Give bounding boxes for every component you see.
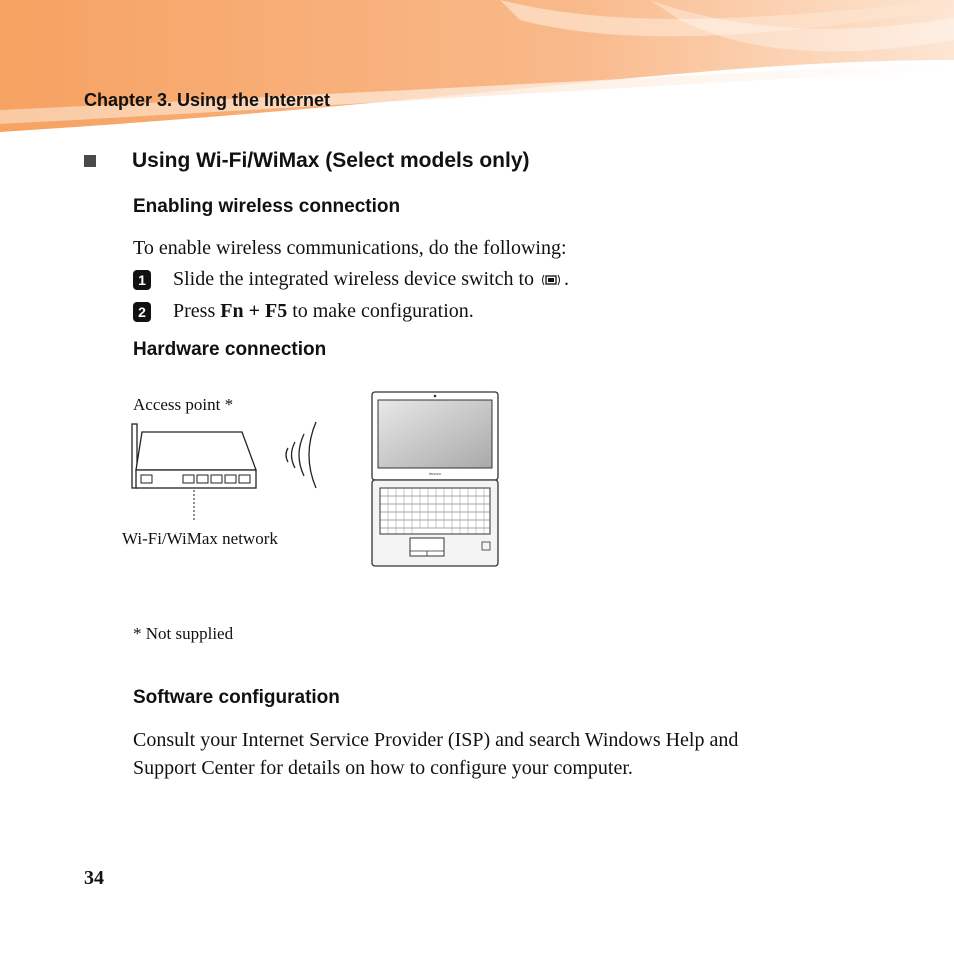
- hardware-heading: Hardware connection: [133, 339, 327, 360]
- page-number: 34: [84, 867, 104, 889]
- software-heading: Software configuration: [133, 687, 340, 708]
- network-label: Wi-Fi/WiMax network: [122, 529, 278, 548]
- chapter-title: Chapter 3. Using the Internet: [84, 90, 331, 110]
- software-line-2: Support Center for details on how to configure your computer.: [133, 757, 633, 779]
- step-1-text: Slide the integrated wireless device switch to: [173, 268, 535, 290]
- footnote: * Not supplied: [133, 624, 234, 643]
- step-1-end: .: [564, 268, 570, 290]
- wireless-waves-icon: [282, 418, 334, 492]
- step-1-number: 1: [133, 270, 151, 290]
- section-title: [84, 149, 530, 173]
- laptop-illustration: [370, 390, 500, 568]
- router-illustration: [128, 420, 263, 520]
- enabling-heading: Enabling wireless connection: [133, 196, 401, 217]
- section-title-text: Using Wi-Fi/WiMax (Select models only): [132, 149, 530, 172]
- software-line-1: Consult your Internet Service Provider (ISP) and search Windows Help and: [133, 729, 739, 751]
- enabling-intro: To enable wireless communications, do the following:: [133, 237, 567, 259]
- step-2-end: to make configuration.: [292, 300, 474, 322]
- laptop-brand: lenovo: [429, 471, 441, 476]
- access-point-label: Access point *: [133, 395, 234, 414]
- section-bullet-icon: [84, 155, 96, 167]
- step-2-number: 2: [133, 302, 151, 322]
- step-2-keys: Fn + F5: [220, 300, 288, 322]
- step-2: [133, 300, 474, 323]
- wireless-switch-icon: [540, 272, 562, 288]
- step-2-text: Press: [173, 300, 216, 322]
- header-band: [0, 0, 954, 132]
- step-1: [133, 268, 569, 291]
